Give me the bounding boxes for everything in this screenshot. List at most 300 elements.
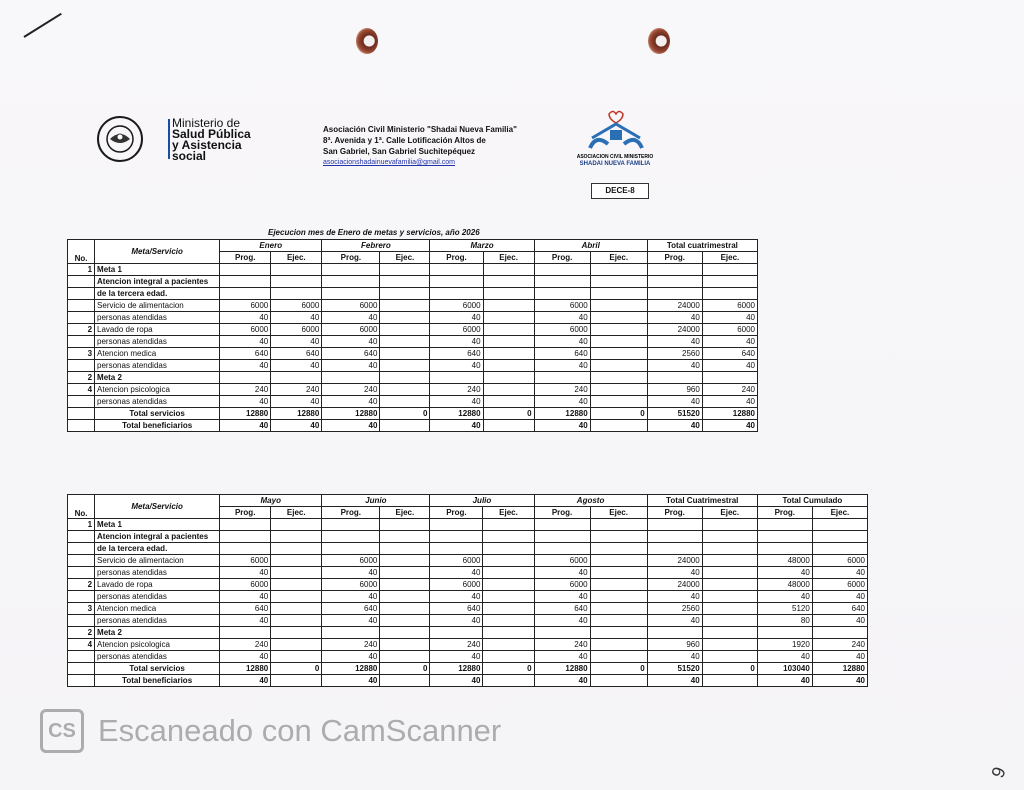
row-number <box>68 567 95 579</box>
table-cell <box>430 372 483 384</box>
col-header-prog: Prog. <box>534 507 590 519</box>
table-cell <box>590 324 647 336</box>
table-cell <box>380 531 430 543</box>
table-cell <box>430 264 483 276</box>
total-servicios-label: Total servicios <box>95 663 220 675</box>
table-cell <box>534 519 590 531</box>
shadai-logo-line-2: SHADAI NUEVA FAMILIA <box>579 161 651 167</box>
table-row <box>68 555 868 567</box>
table-cell <box>380 312 430 324</box>
table-cell <box>271 603 322 615</box>
table-cell: 40 <box>322 396 380 408</box>
table-cell: 40 <box>534 651 590 663</box>
table-cell: 240 <box>322 384 380 396</box>
table-cell <box>483 531 534 543</box>
table-cell <box>590 348 647 360</box>
table-cell <box>590 603 647 615</box>
table-cell: 240 <box>430 384 483 396</box>
table-cell: 40 <box>702 336 757 348</box>
table-cell: 40 <box>271 336 322 348</box>
row-label: Servicio de alimentacion <box>95 300 220 312</box>
table-cell <box>380 276 430 288</box>
table-cell <box>380 324 430 336</box>
table-cell <box>483 348 534 360</box>
total-cell: 40 <box>322 675 380 687</box>
table-cell: 40 <box>322 615 380 627</box>
total-no-cell <box>68 675 95 687</box>
table-cell <box>702 555 757 567</box>
row-number <box>68 288 95 300</box>
table-cell: 40 <box>220 567 271 579</box>
col-header-prog: Prog. <box>220 252 271 264</box>
table-cell <box>590 567 647 579</box>
table-cell <box>380 372 430 384</box>
total-cell: 40 <box>271 420 322 432</box>
total-no-cell <box>68 420 95 432</box>
total-cell: 40 <box>534 420 590 432</box>
row-number: 2 <box>68 579 95 591</box>
table-cell: 240 <box>220 639 271 651</box>
table-cell <box>534 627 590 639</box>
table-cell <box>220 264 271 276</box>
table-row <box>68 288 758 300</box>
table-row <box>68 300 758 312</box>
table-cell: 40 <box>430 312 483 324</box>
table-cell: 40 <box>534 591 590 603</box>
table-cell: 640 <box>322 348 380 360</box>
table-cell <box>702 651 757 663</box>
table-row <box>68 312 758 324</box>
table-cell: 40 <box>271 360 322 372</box>
table-cell: 40 <box>812 591 867 603</box>
total-cell: 40 <box>647 675 702 687</box>
table-cell <box>702 591 757 603</box>
col-header-meta-servicio: Meta/Servicio <box>95 495 220 519</box>
table-cell: 40 <box>220 336 271 348</box>
table-cell <box>220 627 271 639</box>
table-cell: 40 <box>322 312 380 324</box>
col-header-ejec: Ejec. <box>271 252 322 264</box>
table-cell: 40 <box>647 651 702 663</box>
table-cell <box>271 531 322 543</box>
association-email: asociacionshadainuevafamilia@gmail.com <box>323 159 456 166</box>
table-cell <box>483 591 534 603</box>
total-cell <box>483 420 534 432</box>
table-cell: 2560 <box>647 603 702 615</box>
row-number <box>68 531 95 543</box>
document-title: Ejecucion mes de Enero de metas y servicios, año 2026 <box>268 228 480 237</box>
table-cell <box>702 615 757 627</box>
table-cell <box>271 372 322 384</box>
col-header-prog: Prog. <box>430 507 483 519</box>
table-cell: 960 <box>647 639 702 651</box>
table-cell <box>702 567 757 579</box>
table-cell: 40 <box>534 312 590 324</box>
row-label: Atencion medica <box>95 603 220 615</box>
table-cell: 40 <box>430 591 483 603</box>
table-cell <box>271 567 322 579</box>
table-cell <box>702 579 757 591</box>
total-cell: 12880 <box>534 663 590 675</box>
row-number <box>68 336 95 348</box>
camscanner-icon: CS <box>40 709 84 753</box>
table-row <box>68 336 758 348</box>
table-cell <box>380 384 430 396</box>
total-cell: 40 <box>322 420 380 432</box>
total-cell <box>380 675 430 687</box>
table-cell: 640 <box>534 348 590 360</box>
shadai-nueva-familia-logo <box>560 108 670 170</box>
table-cell: 80 <box>757 615 812 627</box>
table-cell <box>702 276 757 288</box>
table-cell: 40 <box>647 396 702 408</box>
total-cell: 12880 <box>430 408 483 420</box>
total-cell: 12880 <box>220 663 271 675</box>
table-cell <box>647 372 702 384</box>
col-header-ejec: Ejec. <box>590 507 647 519</box>
row-number: 2 <box>68 324 95 336</box>
table-cell <box>590 591 647 603</box>
total-cell: 0 <box>590 663 647 675</box>
table-cell <box>483 567 534 579</box>
row-number: 1 <box>68 519 95 531</box>
table-cell <box>590 531 647 543</box>
table-cell: 40 <box>322 336 380 348</box>
table-cell <box>483 543 534 555</box>
row-label: Meta 1 <box>95 264 220 276</box>
total-cell <box>380 420 430 432</box>
table-cell <box>483 336 534 348</box>
table-cell: 6000 <box>322 324 380 336</box>
table-cell: 960 <box>647 384 702 396</box>
table-cell <box>647 519 702 531</box>
total-cuatrimestral-header: Total Cuatrimestral <box>647 495 757 507</box>
table-cell <box>483 555 534 567</box>
total-cell: 51520 <box>647 408 702 420</box>
table-cell <box>380 567 430 579</box>
table-cell: 2560 <box>647 348 702 360</box>
table-cell <box>590 384 647 396</box>
table-cell <box>220 372 271 384</box>
table-cell <box>483 639 534 651</box>
table-cell: 6000 <box>220 555 271 567</box>
row-label: personas atendidas <box>95 360 220 372</box>
table-cell: 6000 <box>702 324 757 336</box>
table-cell: 48000 <box>757 555 812 567</box>
total-cell: 40 <box>647 420 702 432</box>
table-cell: 40 <box>812 615 867 627</box>
month-header: Junio <box>322 495 430 507</box>
table-cell: 6000 <box>702 300 757 312</box>
table-cell <box>322 627 380 639</box>
table-cell <box>271 627 322 639</box>
table-cell <box>590 615 647 627</box>
table-cell: 640 <box>220 348 271 360</box>
table-cell <box>483 519 534 531</box>
total-cell: 0 <box>380 408 430 420</box>
total-cell: 40 <box>757 675 812 687</box>
table-cell <box>380 639 430 651</box>
table-cell <box>483 651 534 663</box>
table-cell <box>534 264 590 276</box>
table-cell <box>590 639 647 651</box>
table-cell <box>380 396 430 408</box>
total-beneficiarios-row <box>68 675 868 687</box>
table-cell <box>590 336 647 348</box>
row-label: Meta 2 <box>95 627 220 639</box>
table-cell <box>322 264 380 276</box>
table-cell: 40 <box>702 312 757 324</box>
table-cell <box>220 288 271 300</box>
table-cell: 6000 <box>534 324 590 336</box>
table-cell: 6000 <box>812 555 867 567</box>
table-cell <box>483 324 534 336</box>
table-cell <box>702 264 757 276</box>
table-cell <box>590 288 647 300</box>
table-cell <box>322 276 380 288</box>
table-cell <box>322 519 380 531</box>
total-servicios-row <box>68 663 868 675</box>
month-header: Abril <box>534 240 647 252</box>
table-cell <box>271 555 322 567</box>
row-label: Atencion psicologica <box>95 384 220 396</box>
table-cell: 6000 <box>430 579 483 591</box>
table-row <box>68 324 758 336</box>
punch-hole-left <box>356 28 378 54</box>
table-row <box>68 519 868 531</box>
table-cell: 6000 <box>322 300 380 312</box>
table-cell: 6000 <box>322 579 380 591</box>
total-cell: 40 <box>220 420 271 432</box>
table-cell: 40 <box>757 651 812 663</box>
form-code: DECE-8 <box>591 183 649 199</box>
table-cell <box>430 519 483 531</box>
table-cell <box>220 519 271 531</box>
table-cell: 1920 <box>757 639 812 651</box>
month-header: Marzo <box>430 240 534 252</box>
table-cell <box>271 543 322 555</box>
table-cell: 6000 <box>220 300 271 312</box>
total-cell: 40 <box>220 675 271 687</box>
row-label: de la tercera edad. <box>95 543 220 555</box>
total-cell: 12880 <box>322 408 380 420</box>
table-cell <box>702 372 757 384</box>
ministry-name <box>172 118 251 162</box>
table-cell <box>590 579 647 591</box>
table-cell: 640 <box>322 603 380 615</box>
table-row <box>68 627 868 639</box>
table-cell: 6000 <box>430 555 483 567</box>
table-cell: 40 <box>220 312 271 324</box>
ministry-line-3: y Asistencia <box>172 138 242 152</box>
ministry-line-1: Ministerio de <box>172 116 241 130</box>
col-header-ejec: Ejec. <box>590 252 647 264</box>
table-cell <box>430 288 483 300</box>
table-cell <box>380 288 430 300</box>
table-cell <box>757 519 812 531</box>
row-label: de la tercera edad. <box>95 288 220 300</box>
table-cell: 240 <box>271 384 322 396</box>
total-cell: 40 <box>812 675 867 687</box>
pen-mark <box>23 13 61 38</box>
table-cell: 640 <box>534 603 590 615</box>
row-number <box>68 615 95 627</box>
col-header-prog: Prog. <box>322 507 380 519</box>
table-cell <box>271 288 322 300</box>
table-cell <box>590 360 647 372</box>
table-cell <box>430 627 483 639</box>
col-header-prog: Prog. <box>647 252 702 264</box>
total-cell: 40 <box>702 420 757 432</box>
total-cell <box>590 675 647 687</box>
table-cell <box>590 555 647 567</box>
col-header-ejec: Ejec. <box>380 507 430 519</box>
col-header-ejec: Ejec. <box>702 252 757 264</box>
table-cell: 240 <box>322 639 380 651</box>
total-beneficiarios-label: Total beneficiarios <box>95 420 220 432</box>
total-cell: 12880 <box>702 408 757 420</box>
table-cell: 6000 <box>534 579 590 591</box>
table-cell: 640 <box>430 348 483 360</box>
table-cell: 6000 <box>430 324 483 336</box>
col-header-no: No. <box>68 495 95 519</box>
table-cell: 6000 <box>534 555 590 567</box>
table-cell: 40 <box>220 396 271 408</box>
table-cell: 640 <box>430 603 483 615</box>
table-cell <box>702 519 757 531</box>
table-cell <box>702 603 757 615</box>
col-header-ejec: Ejec. <box>271 507 322 519</box>
row-label: Atencion medica <box>95 348 220 360</box>
table-cell <box>483 312 534 324</box>
table-row <box>68 639 868 651</box>
table-cell: 5120 <box>757 603 812 615</box>
total-cuatrimestral-header: Total cuatrimestral <box>647 240 757 252</box>
row-number <box>68 591 95 603</box>
table-cell <box>220 531 271 543</box>
handwritten-page-number: 9 <box>987 764 1010 781</box>
table-row <box>68 579 868 591</box>
camscanner-watermark <box>40 708 501 754</box>
table-cell <box>380 519 430 531</box>
table-row <box>68 603 868 615</box>
table-cell <box>647 264 702 276</box>
table-cell: 40 <box>322 651 380 663</box>
table-cell: 240 <box>534 384 590 396</box>
table-cell <box>322 531 380 543</box>
table-cell <box>380 555 430 567</box>
row-label: Meta 2 <box>95 372 220 384</box>
table-cell <box>380 651 430 663</box>
total-cell: 103040 <box>757 663 812 675</box>
row-label: personas atendidas <box>95 651 220 663</box>
table-cell: 40 <box>430 567 483 579</box>
table-cell: 40 <box>271 312 322 324</box>
col-header-ejec: Ejec. <box>812 507 867 519</box>
row-number <box>68 276 95 288</box>
row-number <box>68 651 95 663</box>
table-cell: 40 <box>220 615 271 627</box>
total-cell: 40 <box>430 420 483 432</box>
table-cell: 240 <box>430 639 483 651</box>
row-number <box>68 543 95 555</box>
total-cell <box>702 675 757 687</box>
col-header-meta-servicio: Meta/Servicio <box>95 240 220 264</box>
table-cell <box>380 264 430 276</box>
table-cell <box>757 627 812 639</box>
header-row-months <box>68 240 758 252</box>
table-cell: 40 <box>322 360 380 372</box>
table-row <box>68 591 868 603</box>
table-cell <box>702 627 757 639</box>
row-number: 1 <box>68 264 95 276</box>
total-cell: 0 <box>590 408 647 420</box>
total-cell: 12880 <box>534 408 590 420</box>
table-cell <box>430 276 483 288</box>
table-cell <box>220 543 271 555</box>
table-cell <box>380 615 430 627</box>
table-cell: 6000 <box>322 555 380 567</box>
table-cell: 40 <box>647 591 702 603</box>
table-cell <box>647 276 702 288</box>
table-cell: 40 <box>647 615 702 627</box>
table-cell <box>483 615 534 627</box>
total-cell: 12880 <box>430 663 483 675</box>
table-cell <box>483 288 534 300</box>
table-cell: 40 <box>430 615 483 627</box>
table-cell <box>271 639 322 651</box>
punch-hole-right <box>648 28 670 54</box>
table-cell: 6000 <box>271 324 322 336</box>
table-cell <box>271 591 322 603</box>
table-cell: 40 <box>647 567 702 579</box>
total-cell: 0 <box>380 663 430 675</box>
table-cell: 40 <box>534 615 590 627</box>
table-cell <box>590 276 647 288</box>
row-label: Servicio de alimentacion <box>95 555 220 567</box>
table-row <box>68 567 868 579</box>
table-cell <box>380 591 430 603</box>
table-cell: 24000 <box>647 324 702 336</box>
row-label: Atencion integral a pacientes <box>95 276 220 288</box>
col-header-prog: Prog. <box>220 507 271 519</box>
row-number <box>68 312 95 324</box>
table-cell <box>271 651 322 663</box>
table-cell <box>590 651 647 663</box>
table-cell: 40 <box>647 312 702 324</box>
table-cell <box>702 531 757 543</box>
total-cell <box>590 420 647 432</box>
table-cell <box>483 579 534 591</box>
table-cell <box>590 519 647 531</box>
table-cell <box>590 543 647 555</box>
total-cell: 12880 <box>220 408 271 420</box>
table-cell <box>702 639 757 651</box>
table-cell <box>271 276 322 288</box>
row-number: 4 <box>68 639 95 651</box>
month-header: Enero <box>220 240 322 252</box>
row-number: 3 <box>68 348 95 360</box>
table-row <box>68 651 868 663</box>
table-row <box>68 264 758 276</box>
table-cell <box>483 264 534 276</box>
table-cell <box>380 603 430 615</box>
total-cell: 40 <box>430 675 483 687</box>
table-cell <box>812 543 867 555</box>
table-cell <box>271 264 322 276</box>
table-cell: 40 <box>430 336 483 348</box>
row-number: 2 <box>68 372 95 384</box>
